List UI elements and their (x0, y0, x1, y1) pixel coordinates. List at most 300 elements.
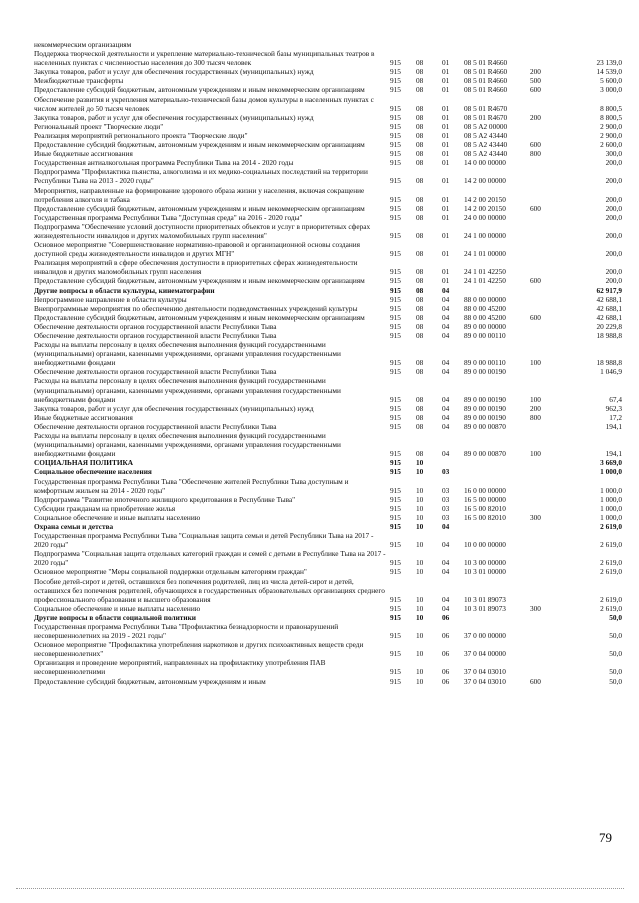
cell-rz: 08 (416, 58, 424, 68)
cell-ved: 915 (390, 594, 401, 604)
cell-csr: 89 0 00 00190 (464, 394, 506, 404)
cell-name: Обеспечение деятельности органов государственной власти Республики Тыва (34, 421, 277, 431)
cell-ved: 915 (390, 403, 401, 413)
cell-name: некоммерческим организациям (34, 40, 132, 49)
cell-csr: 10 3 01 00000 (464, 567, 506, 577)
table-row (34, 240, 622, 258)
cell-sum: 67,4 (609, 394, 622, 404)
cell-vr (530, 40, 570, 49)
cell-name: Реализация мероприятий в сфере обеспечения доступности в приоритетных сферах жизнедеятельности инвалидов и других маломобильных групп населения (34, 258, 358, 277)
cell-pr: 06 (442, 667, 450, 677)
cell-ved: 915 (390, 494, 401, 504)
cell-ved: 915 (390, 412, 401, 422)
table-row (34, 658, 622, 676)
cell-vr (530, 658, 570, 676)
cell-rz: 10 (416, 512, 424, 522)
cell-ved: 915 (390, 212, 401, 222)
cell-rz: 10 (416, 458, 424, 468)
cell-csr: 88 0 00 00000 (464, 294, 506, 304)
cell-name: Иные бюджетные ассигнования (34, 412, 133, 422)
cell-pr: 06 (442, 612, 450, 622)
table-row (34, 376, 622, 403)
cell-sum: 2 619,0 (600, 558, 622, 568)
cell-vr: 100 (530, 449, 541, 459)
table-row (34, 604, 622, 613)
cell-rz: 08 (416, 249, 424, 259)
cell-vr: 200 (530, 112, 541, 122)
table-row (34, 286, 622, 295)
cell-csr: 14 2 00 20150 (464, 194, 506, 204)
table-row (34, 477, 622, 495)
cell-name: Основное мероприятие "Профилактика употребления наркотиков и других психоактивных веществ среди несовершеннолетних" (34, 640, 364, 659)
cell-name: Социальное обеспечение и иные выплаты населению (34, 603, 201, 613)
cell-pr: 04 (442, 567, 450, 577)
cell-sum: 200,0 (605, 230, 622, 240)
cell-csr: 24 1 00 00000 (464, 230, 506, 240)
page-number: 79 (599, 830, 612, 845)
cell-csr: 24 1 01 42250 (464, 276, 506, 286)
cell-csr: 08 5 A2 00000 (464, 121, 508, 131)
cell-rz: 08 (416, 85, 424, 95)
cell-name: Субсидии гражданам на приобретение жилья (34, 503, 176, 513)
cell-name: Непрограммное направление в области культуры (34, 294, 187, 304)
cell-name: Основное мероприятие "Совершенствование нормативно-правовой и организационной основы создания доступной среды жизнедеятельности инвалидов и других МГН" (34, 240, 361, 259)
cell-vr: 200 (530, 403, 541, 413)
cell-vr: 600 (530, 140, 541, 150)
cell-rz: 08 (416, 412, 424, 422)
cell-rz: 08 (416, 176, 424, 186)
cell-ved: 915 (390, 558, 401, 568)
cell-ved: 915 (390, 331, 401, 340)
table-row (34, 49, 622, 67)
cell-vr (530, 240, 570, 258)
cell-vr: 600 (530, 85, 541, 95)
table-row (34, 531, 622, 549)
cell-csr: 89 0 00 00870 (464, 421, 506, 431)
cell-vr (530, 504, 570, 513)
cell-pr: 01 (442, 140, 450, 150)
cell-rz: 08 (416, 367, 424, 377)
cell-pr: 01 (442, 130, 450, 140)
cell-pr: 04 (442, 331, 450, 340)
footer-divider (16, 888, 624, 890)
cell-name: Подпрограмма "Обеспечение условий доступности приоритетных объектов и услуг в приоритетных сферах жизнедеятельности инвалидов и других маломобильных групп населения" (34, 221, 371, 240)
cell-ved: 915 (390, 276, 401, 286)
cell-name: Социальное обеспечение населения (34, 467, 152, 477)
cell-csr: 08 5 01 R4660 (464, 67, 508, 77)
table-row (34, 95, 622, 113)
cell-csr (464, 613, 530, 622)
cell-sum: 200,0 (605, 203, 622, 213)
cell-pr: 04 (442, 394, 450, 404)
cell-name: Реализация мероприятий регионального проекта "Творческие люди" (34, 130, 248, 140)
cell-ved: 915 (390, 140, 401, 150)
cell-ved: 915 (390, 267, 401, 277)
cell-pr: 04 (442, 594, 450, 604)
cell-pr: 01 (442, 203, 450, 213)
cell-pr: 03 (442, 503, 450, 513)
cell-csr: 14 2 00 00000 (464, 176, 506, 186)
cell-pr: 04 (442, 558, 450, 568)
cell-sum: 50,0 (609, 612, 622, 622)
cell-ved: 915 (390, 85, 401, 95)
cell-rz: 10 (416, 649, 424, 659)
cell-csr: 24 0 00 00000 (464, 212, 506, 222)
cell-sum: 2 900,0 (600, 121, 622, 131)
cell-name: Подпрограмма "Профилактика пьянства, алкоголизма и их медико-социальных последствий на территории Республики Тыва на 2013 - 2020 годы" (34, 167, 368, 186)
cell-pr: 04 (442, 358, 450, 368)
table-row (34, 258, 622, 276)
cell-vr (530, 622, 570, 640)
cell-pr: 01 (442, 176, 450, 186)
cell-sum: 42 688,1 (596, 303, 622, 313)
cell-pr: 03 (442, 494, 450, 504)
cell-ved: 915 (390, 567, 401, 577)
cell-ved: 915 (390, 421, 401, 431)
cell-ved: 915 (390, 367, 401, 377)
table-row (34, 213, 622, 222)
cell-sum: 300,0 (605, 149, 622, 159)
cell-name: Внепрограммные мероприятия по обеспечению деятельности подведомственных учреждений культуры (34, 303, 358, 313)
table-row (34, 431, 622, 458)
cell-ved: 915 (390, 230, 401, 240)
cell-vr: 100 (530, 394, 541, 404)
cell-vr (530, 322, 570, 331)
cell-rz: 08 (416, 67, 424, 77)
cell-pr: 01 (442, 149, 450, 159)
cell-ved: 915 (390, 667, 401, 677)
cell-csr: 08 5 01 R4670 (464, 112, 508, 122)
table-row (34, 131, 622, 140)
cell-csr: 89 0 00 00190 (464, 367, 506, 377)
cell-ved: 915 (390, 303, 401, 313)
cell-ved: 915 (390, 112, 401, 122)
cell-name: Государственная программа Республики Тыва "Профилактика безнадзорности и правонарушений несовершеннолетних на 2019 - 2021 годы" (34, 622, 339, 641)
table-row (34, 577, 622, 604)
cell-sum: 50,0 (609, 676, 622, 686)
cell-pr: 03 (442, 467, 450, 477)
table-row (34, 522, 622, 531)
table-row (34, 367, 622, 376)
table-row (34, 622, 622, 640)
cell-rz: 10 (416, 467, 424, 477)
table-row (34, 613, 622, 622)
cell-sum: 18 988,8 (596, 331, 622, 340)
cell-rz: 08 (416, 194, 424, 204)
cell-name: Другие вопросы в области культуры, кинематографии (34, 285, 215, 295)
cell-rz: 08 (416, 421, 424, 431)
cell-rz: 10 (416, 567, 424, 577)
cell-csr (464, 522, 530, 531)
cell-rz: 08 (416, 112, 424, 122)
cell-csr: 88 0 00 45200 (464, 303, 506, 313)
cell-pr: 04 (442, 421, 450, 431)
cell-ved: 915 (390, 503, 401, 513)
cell-pr: 06 (442, 631, 450, 641)
cell-csr (464, 286, 530, 295)
table-row (34, 677, 622, 686)
cell-rz: 10 (416, 667, 424, 677)
cell-vr (530, 258, 570, 276)
table-row (34, 567, 622, 576)
cell-name: Государственная программа Республики Тыва "Социальная защита семьи и детей Республики Тыва на 2017 - 2020 годы" (34, 531, 374, 550)
cell-sum (570, 40, 622, 49)
table-row (34, 140, 622, 149)
cell-vr (530, 531, 570, 549)
cell-pr (442, 40, 464, 49)
cell-sum: 14 539,0 (596, 67, 622, 77)
table-row (34, 413, 622, 422)
cell-sum: 3 000,0 (600, 85, 622, 95)
cell-pr: 01 (442, 267, 450, 277)
cell-rz: 08 (416, 358, 424, 368)
cell-sum: 8 800,5 (600, 103, 622, 113)
table-row (34, 186, 622, 204)
table-row (34, 504, 622, 513)
cell-ved: 915 (390, 294, 401, 304)
cell-csr (464, 467, 530, 476)
table-row (34, 158, 622, 167)
table-row (34, 467, 622, 476)
table-row (34, 404, 622, 413)
cell-ved: 915 (390, 249, 401, 259)
cell-csr: 16 5 00 82010 (464, 503, 506, 513)
cell-rz: 08 (416, 149, 424, 159)
cell-rz: 08 (416, 103, 424, 113)
cell-vr (530, 577, 570, 604)
cell-csr: 08 5 01 R4670 (464, 103, 508, 113)
cell-csr (464, 458, 530, 467)
cell-pr: 01 (442, 158, 450, 168)
table-row (34, 85, 622, 94)
cell-ved: 915 (390, 321, 401, 331)
table-row (34, 76, 622, 85)
cell-sum: 1 000,0 (600, 503, 622, 513)
cell-sum: 2 619,0 (600, 540, 622, 550)
table-row (34, 340, 622, 367)
cell-rz: 08 (416, 158, 424, 168)
cell-rz: 10 (416, 540, 424, 550)
cell-pr: 01 (442, 103, 450, 113)
cell-pr: 04 (442, 521, 450, 531)
cell-vr (530, 95, 570, 113)
cell-ved: 915 (390, 130, 401, 140)
cell-name: Региональный проект "Творческие люди" (34, 121, 164, 131)
cell-vr (530, 549, 570, 567)
cell-ved: 915 (390, 149, 401, 159)
cell-sum: 194,1 (605, 449, 622, 459)
cell-csr: 10 3 01 89073 (464, 603, 506, 613)
cell-vr: 600 (530, 276, 541, 286)
cell-ved: 915 (390, 76, 401, 86)
table-row (34, 40, 622, 49)
cell-name: Подпрограмма "Социальная защита отдельных категорий граждан и семей с детьми в Республике Тыва на 2017 - 2020 годы" (34, 549, 386, 568)
cell-sum: 1 000,0 (600, 494, 622, 504)
cell-csr (464, 40, 530, 49)
cell-rz: 08 (416, 294, 424, 304)
cell-vr (530, 213, 570, 222)
cell-ved: 915 (390, 467, 401, 477)
cell-csr: 24 1 01 00000 (464, 249, 506, 259)
cell-vr (530, 640, 570, 658)
cell-sum: 2 900,0 (600, 130, 622, 140)
cell-vr (530, 222, 570, 240)
cell-pr: 01 (442, 276, 450, 286)
cell-vr: 300 (530, 512, 541, 522)
cell-sum: 2 600,0 (600, 140, 622, 150)
cell-sum: 1 000,0 (600, 485, 622, 495)
cell-vr (530, 304, 570, 313)
cell-sum: 200,0 (605, 276, 622, 286)
cell-pr: 04 (442, 312, 450, 322)
cell-name: Закупка товаров, работ и услуг для обеспечения государственных (муниципальных) нужд (34, 403, 314, 413)
cell-ved: 915 (390, 121, 401, 131)
cell-rz: 08 (416, 212, 424, 222)
cell-name: Закупка товаров, работ и услуг для обеспечения государственных (муниципальных) нужд (34, 112, 314, 122)
cell-rz: 08 (416, 331, 424, 340)
table-row (34, 640, 622, 658)
cell-name: Закупка товаров, работ и услуг для обеспечения государственных (муниципальных) нужд (34, 67, 314, 77)
cell-ved: 915 (390, 649, 401, 659)
cell-vr (530, 467, 570, 476)
cell-vr: 200 (530, 67, 541, 77)
cell-rz: 08 (416, 285, 424, 295)
cell-sum: 2 619,0 (600, 567, 622, 577)
cell-name: Социальное обеспечение и иные выплаты населению (34, 512, 201, 522)
cell-pr: 04 (442, 303, 450, 313)
cell-vr: 800 (530, 149, 541, 159)
table-row (34, 67, 622, 76)
cell-vr (530, 295, 570, 304)
cell-ved: 915 (390, 458, 401, 468)
cell-vr (530, 122, 570, 131)
table-row (34, 304, 622, 313)
cell-name: Государственная программа Республики Тыва "Обеспечение жителей Республики Тыва доступным и комфортным жильем на 2014 - 2020 годы" (34, 476, 349, 495)
cell-name: Основное мероприятие "Меры социальной поддержки отдельным категориям граждан" (34, 567, 307, 577)
cell-csr: 08 5 A2 43440 (464, 130, 508, 140)
cell-ved: 915 (390, 512, 401, 522)
cell-pr: 01 (442, 58, 450, 68)
cell-csr: 89 0 00 00870 (464, 449, 506, 459)
cell-csr: 89 0 00 00110 (464, 358, 506, 368)
cell-name: Государственная антиалкогольная программа Республики Тыва на 2014 - 2020 годы (34, 158, 294, 168)
cell-sum: 2 619,0 (600, 594, 622, 604)
cell-pr: 04 (442, 285, 450, 295)
cell-rz: 10 (416, 603, 424, 613)
cell-pr: 04 (442, 367, 450, 377)
cell-csr: 16 5 00 82010 (464, 512, 506, 522)
cell-ved: 915 (390, 67, 401, 77)
cell-ved: 915 (390, 676, 401, 686)
cell-name: Предоставление субсидий бюджетным, автономным учреждениям и иным некоммерческим организациям (34, 203, 365, 213)
cell-name: Расходы на выплаты персоналу в целях обеспечения выполнения функций государственными (муниципальными) органами, казенными учреждениями, органами управления государственными внебюджетными фондами (34, 376, 341, 404)
cell-name: Подпрограмма "Развитие ипотечного жилищного кредитования в Республике Тыва" (34, 494, 296, 504)
table-row (34, 313, 622, 322)
cell-csr: 37 0 00 00000 (464, 631, 506, 641)
table-row (34, 495, 622, 504)
cell-csr: 37 0 04 00000 (464, 649, 506, 659)
cell-sum: 200,0 (605, 158, 622, 168)
cell-name: Пособие детей-сирот и детей, оставшихся без попечения родителей, лиц из числа детей-сирот и детей, оставшихся без попечения родителей, обучающихся в государственных образовательных организациях среднего профессионального образования и высшего образования (34, 576, 385, 604)
cell-pr: 03 (442, 485, 450, 495)
cell-vr (530, 158, 570, 167)
cell-rz: 08 (416, 321, 424, 331)
cell-ved: 915 (390, 394, 401, 404)
cell-ved: 915 (390, 158, 401, 168)
cell-rz: 10 (416, 503, 424, 513)
cell-sum: 194,1 (605, 421, 622, 431)
cell-vr: 600 (530, 203, 541, 213)
cell-sum: 50,0 (609, 667, 622, 677)
cell-pr: 01 (442, 121, 450, 131)
cell-rz: 08 (416, 394, 424, 404)
budget-document-page (34, 40, 622, 686)
cell-vr (530, 458, 570, 467)
cell-ved: 915 (390, 103, 401, 113)
cell-ved: 915 (390, 449, 401, 459)
cell-ved: 915 (390, 631, 401, 641)
cell-name: Поддержка творческой деятельности и укрепление материально-технической базы муниципальных театров в населенных пунктах с численностью населения до 300 тысяч человек (34, 49, 375, 68)
cell-name: Предоставление субсидий бюджетным, автономным учреждениям и иным некоммерческим организациям (34, 312, 365, 322)
cell-vr (530, 567, 570, 576)
cell-rz: 10 (416, 558, 424, 568)
table-row (34, 422, 622, 431)
cell-vr (530, 331, 570, 340)
table-row (34, 295, 622, 304)
cell-vr (530, 286, 570, 295)
cell-rz: 08 (416, 203, 424, 213)
cell-csr: 89 0 00 00110 (464, 331, 506, 340)
cell-name: Предоставление субсидий бюджетным, автономным учреждениям и иным некоммерческим организациям (34, 276, 365, 286)
cell-csr: 10 3 01 89073 (464, 594, 506, 604)
cell-csr: 89 0 00 00190 (464, 412, 506, 422)
cell-pr: 01 (442, 230, 450, 240)
cell-sum: 17,2 (609, 412, 622, 422)
cell-sum: 62 917,9 (596, 285, 622, 295)
cell-sum: 962,3 (605, 403, 622, 413)
cell-sum: 23 139,0 (596, 58, 622, 68)
cell-vr: 800 (530, 412, 541, 422)
cell-ved: 915 (390, 194, 401, 204)
cell-rz: 08 (416, 121, 424, 131)
table-row (34, 513, 622, 522)
cell-name: Обеспечение развития и укрепления материально-технической базы домов культуры в населенных пунктах с числом жителей до 50 тысяч человек (34, 94, 374, 113)
cell-sum: 2 619,0 (600, 603, 622, 613)
cell-pr: 01 (442, 85, 450, 95)
cell-pr: 04 (442, 321, 450, 331)
table-row (34, 331, 622, 340)
cell-vr (530, 131, 570, 140)
cell-sum: 200,0 (605, 267, 622, 277)
cell-name: Расходы на выплаты персоналу в целях обеспечения выполнения функций государственными (муниципальными) органами, казенными учреждениями, органами управления государственными внебюджетными фондами (34, 431, 341, 459)
cell-vr (530, 422, 570, 431)
cell-rz: 08 (416, 312, 424, 322)
cell-name: Организация и проведение мероприятий, направленных на профилактику употребления ПАВ несовершеннолетними (34, 658, 326, 677)
cell-csr: 88 0 00 45200 (464, 312, 506, 322)
cell-sum: 5 600,0 (600, 76, 622, 86)
cell-pr: 04 (442, 449, 450, 459)
cell-ved: 915 (390, 312, 401, 322)
cell-ved: 915 (390, 612, 401, 622)
cell-csr: 10 0 00 00000 (464, 540, 506, 550)
cell-csr: 08 5 01 R4660 (464, 85, 508, 95)
cell-sum: 20 229,8 (596, 321, 622, 331)
cell-csr: 24 1 01 42250 (464, 267, 506, 277)
cell-csr: 10 3 00 00000 (464, 558, 506, 568)
cell-rz: 10 (416, 494, 424, 504)
cell-sum: 3 669,0 (600, 458, 622, 468)
cell-rz: 10 (416, 485, 424, 495)
